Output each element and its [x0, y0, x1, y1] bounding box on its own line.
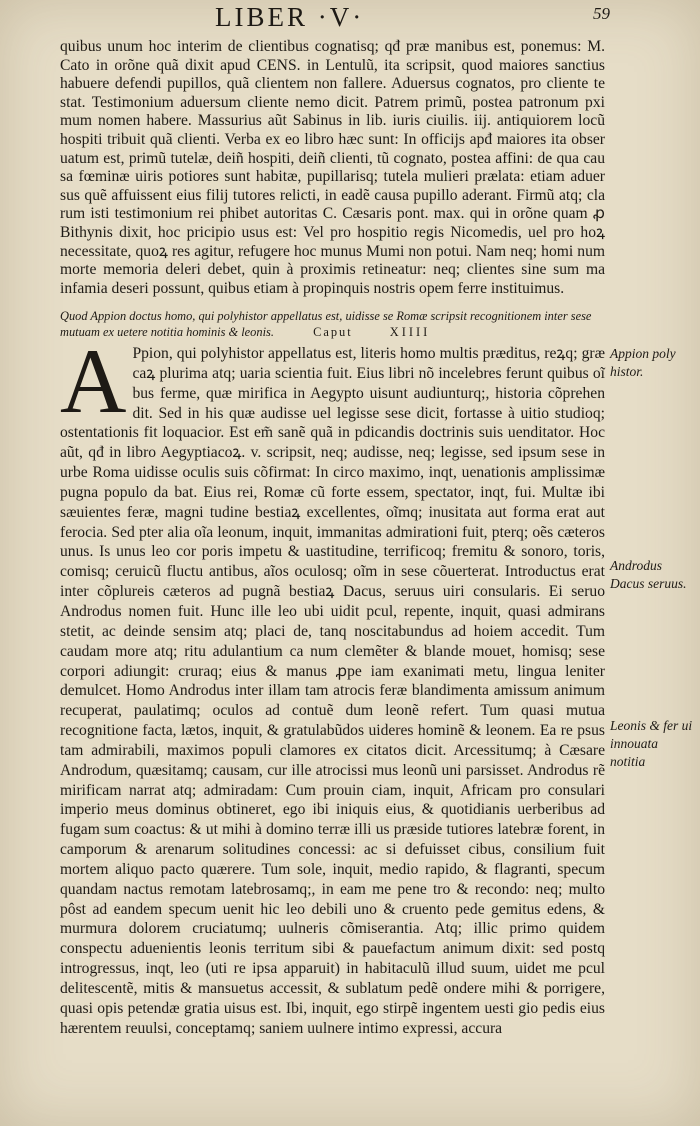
marginal-note: Leonis & fer ui innouata notitia: [610, 718, 693, 769]
page-header: [215, 2, 610, 38]
chapter-heading-text: Quod Appion doctus homo, qui polyhistor appellatus est, uidisse se Romæ scripsit recognitionem inter sese mutuam ex uetere notitia hominis & leonis.: [60, 309, 592, 339]
opening-paragraph: [60, 38, 605, 298]
running-head: LIBER ·V·: [215, 2, 365, 32]
marginal-note: Androdus Dacus seruus.: [610, 558, 687, 591]
opening-paragraph-text: quibus unum hoc interim de clientibus cognatisq; qđ præ manibus est, ponemus: M. Cato in orõne quã dixit apud CENS. in Lentulũ, ita scripsit, quod maiores sanctius habuere defendi pupillos, quã clientem non fallere. Aduersus cognatos, pro cliente te stat. Testimonium aduersum cliente nemo dicit. Patrem primũ, postea patronum pxi mum nomen habere. Massurius aũt Sabinus in lib. iuris ciuilis. iij. antiquiorem locũ hospiti tribuit quã clienti. Verba ex eo libro hæc sunt: In officijs apđ maiores ita obser uatum est, primũ tutelæ, deiñ hospiti, deiñ clienti, tũ cognato, postea affini: de qua cau sa fœminæ uiris potiores sunt habitæ, pupillarisq; tutela mulieri prælata: etiam aduer sus quẽ affuissent eius filij tutores relicti, in eadẽ causa pupillo aderant. Firmũ atq; cla rum isti testimonium rei phibet autoritas C. Cæsaris pont. max. qui in orõne quam ꝓ Bithynis dixit, hoc pricipio usus est: Vel pro hospitio regis Nicomedis, uel pro hoꝝ necessitate, quoꝝ res agitur, refugere hoc munus Mumi non potui. Nam neq; homi num morte memoria deleri debet, quin à proximis retineatur: neq; clientes sine sum ma infamia deseri possunt, quibus etiam à propinquis nostris opem ferre instituimus.: [60, 38, 605, 297]
chapter-body-text: Ppion, qui polyhistor appellatus est, literis homo multis præditus, reꝝq; græ caꝝ plurima atq; uaria scientia fuit. Eius libri nõ incelebres ferunt quibus oĩ bus ferme, quæ mirifica in Aegypto uisunt audiunturq;, historia cõprehen dit. Sed in his quæ audisse uel legisse sese dicit, fortasse à uitio studioq; ostentationis fit loquacior. Est em̃ sanẽ quã in pdicandis doctrinis suis uenditator. Hoc aũt, qđ in libro Aegyptiacoꝝ. v. scripsit, neq; audisse, neq; legisse, sed ipsum sese in urbe Roma uidisse oculis suis cõfirmat: In circo maximo, inqt, uenationis amplissimæ pugna populo da bat. Eius rei, Romæ cũ forte essem, spectator, inqt, fui. Multæ ibi sæuientes feræ, magni tudine bestiaꝝ excellentes, oĩmq; inusitata aut forma erat aut ferocia. Sed pter alia oĩa leonum, inquit, immanitas admirationi fuit, pterq; oẽs cæteros unus. Is unus leo cor poris impetu & uastitudine, terrificoq; fremitu & sonoro, toris, comisq; ceruicũ fluctu antibus, aĩos oculosq; oĩm in sese cõuerterat. Introductus erat inter cõplureis cæteros ad pugnã bestiaꝝ Dacus, seruus uiri consularis. Ei seruo Androdus nomen fuit. Hunc ille leo ubi uidit pcul, repente, inquit, quasi admirans stetit, ac deinde sensim atq; placi de, tanq noscitabundus ad hoiem accedit. Tum caudam more atq; ritu adulantium ca num clemẽter & blande mouet, homisq; sese corpori adiungit: cruraq; eius & manus ꝓpe iam exanimati metu, lingua leniter demulcet. Homo Androdus inter illam tam atrocis feræ blandimenta amissum animum recuperat, paulatimq; oculos ad contuẽ dum leonẽ refert. Tum quasi mutua recognitione facta, lætos, inquit, & gratulabũdos uideres hominẽ & leonem. Ea re psus tam admirabili, maximos populi clamores ex citatos dicit. Arcessitumq; à Cæsare Androdum, quæsitamq; causam, cur ille atrocissi mus leonũ uni parsisset. Androdus rẽ mirificam narrat atq; admiradam: Cum prouin ciam, inquit, Africam pro consulari imperio meus dominus obtineret, ego ibi iniquis eius, & quotidianis uerberibus ad fugam sum coactus: & ut mihi à domino terræ illi us præside tutiores latebræ forent, in camporum & arenarum solitudines concessi: ac si defuisset cibus, consilium fuit mortem aliquo pacto quærere. Tum sole, inquit, medio rapido, & flagranti, specum quandam nactus remotam latebrosamq;, in eam me pene tro & recondo: neq; multo pôst ad eandem specum uenit hic leo debili uno & cruento pede gemitus edens, & murmura dolorem cruciatumq; uulneris cõmiserantia. Atq; illic primo quidem conspectu aduenientis leonis territum sibi & pauefactum animum dixit: sed postq introgressus, inqt, leo (uti re ipsa apparuit) in habitaculũ illud suum, uidet me pcul delitescentẽ, mitis & mansuetus accessit, & sublatum pedẽ ondere mihi & porrigere, quasi opis petendæ gratia uisus est. Ibi, inquit, ego stirpẽ ingentem uesti gio pedis eius hærentem reuulsi, conceptamq; saniem uulnere intimo expressi, accura: [60, 345, 605, 1037]
marginal-note: Appion poly histor.: [610, 346, 676, 379]
drop-cap: A: [60, 330, 127, 432]
caput-label: Caput: [313, 325, 353, 339]
caput-number: XIIII: [389, 325, 431, 339]
chapter-heading: [60, 308, 605, 340]
folio-number: 59: [593, 4, 610, 23]
